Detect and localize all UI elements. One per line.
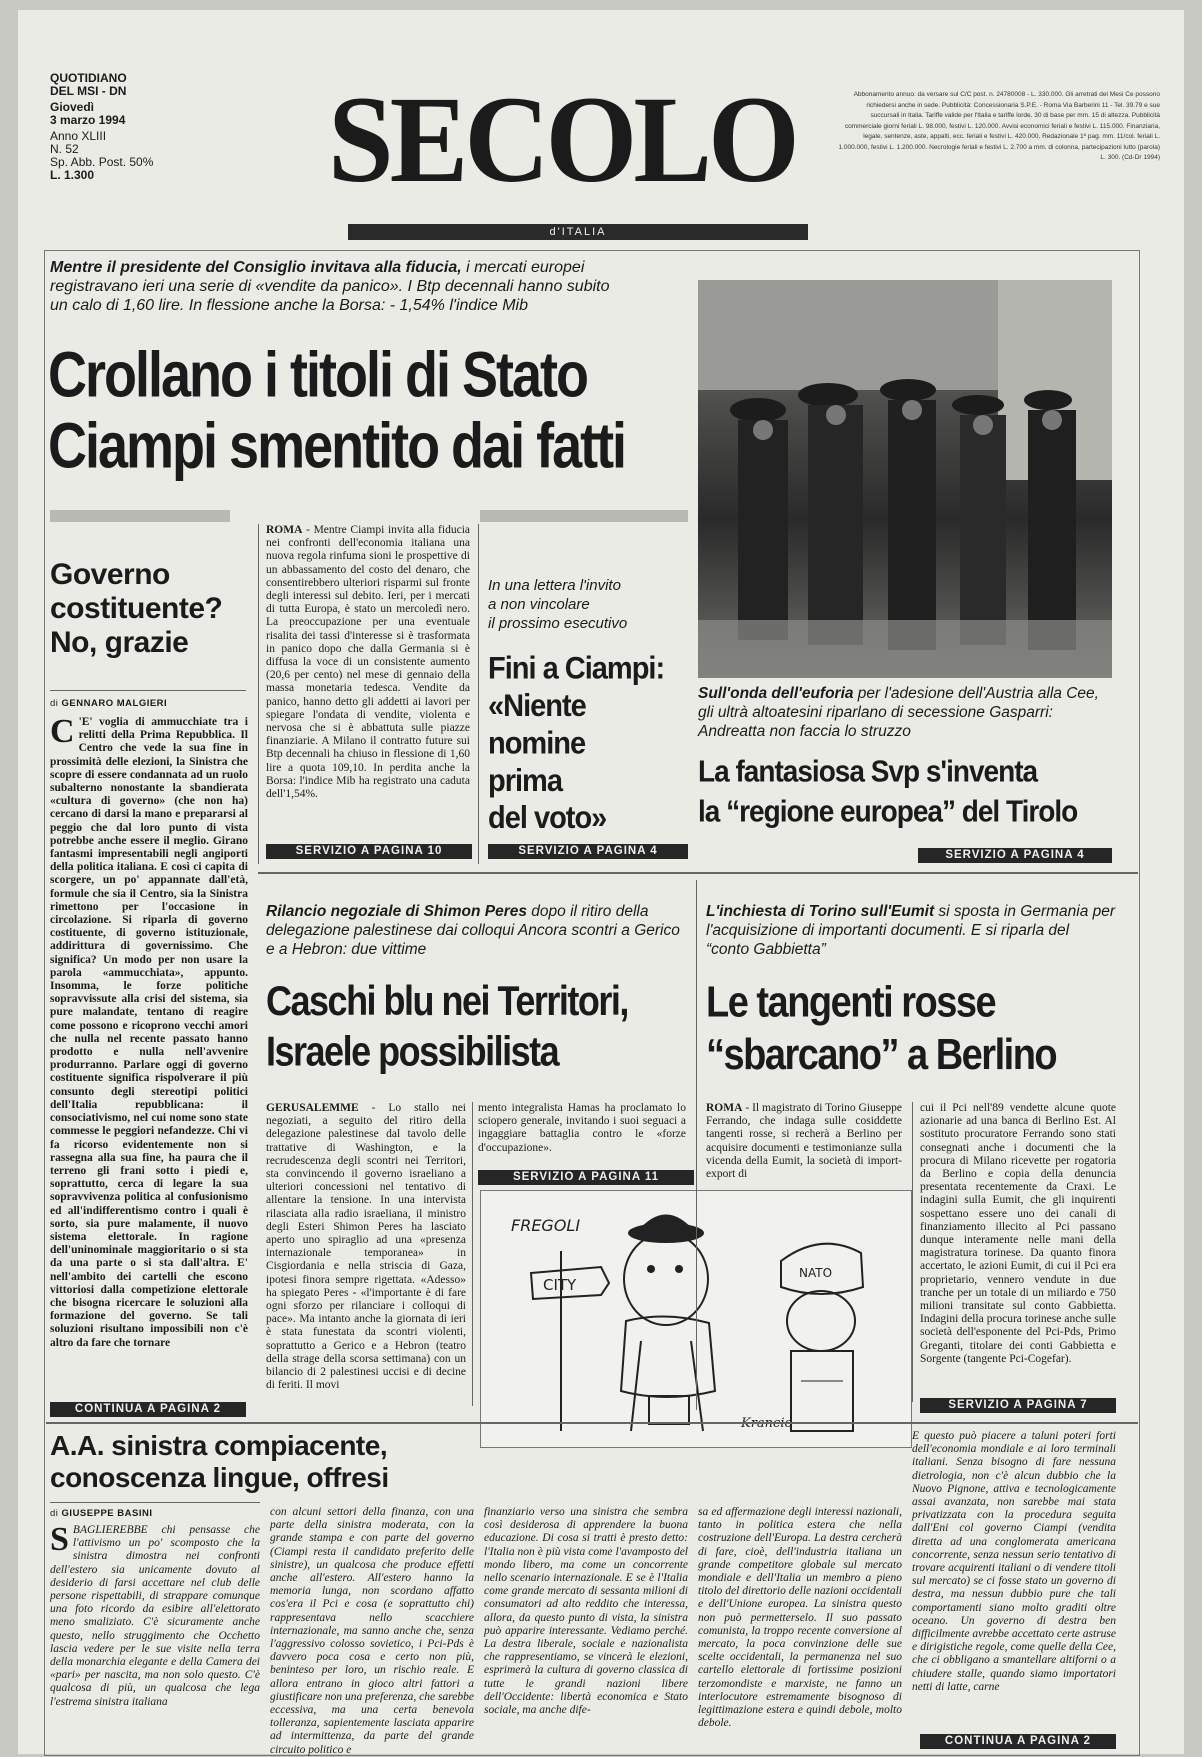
masthead-line: N. 52 xyxy=(50,142,79,156)
peres-headline-line: Caschi blu nei Territori, xyxy=(266,977,628,1025)
fini-kicker-line: a non vincolare xyxy=(488,596,590,613)
eumit-body-col1 xyxy=(706,1102,902,1186)
aa-body-col5: E questo può piacere a taluni poteri forti dell'economia mondiale e ai loro terminali italiani. Senza bisogno di fare nessuna dietrologia, non c'è alcun dubbio che la Nuovo Pignone, attiva e tecnologicamente assai avanzata, non sarebbe mai stata privatizzata con la procedura seguita dall'Eni col governo Ciampi (vendita diretta ad una conglomerata americana concorrente, senza nessun serio tentativo di trovare acquirenti italiani o di vendere titoli sul mercato) se ci fosse stato un governo di destra, ma nessun dubbio pure che tali comportamenti siano molto graditi oltre oceano. Un governo di destra ben difficilmente avrebbe accettato certe astruse e dirigistiche regole, come quelle della Cee, che ci obbligano a smantellare altiforni o a chiudere stalle, quando siamo importatori netti di latte, carne xyxy=(912,1430,1116,1693)
peres-body-col2: mento integralista Hamas ha proclamato lo sciopero generale, invitando i suoi seguaci a ingaggiare battaglia contro le «forze d'occupazione». xyxy=(478,1102,686,1154)
svp-caption xyxy=(698,684,1112,741)
cartoon-label-fregoli: FREGOLI xyxy=(511,1216,581,1235)
lead-headline-line: Crollano i titoli di Stato xyxy=(48,340,587,411)
column-divider xyxy=(478,524,479,864)
logo-subtitle: d'ITALIA xyxy=(348,224,808,240)
eumit-headline xyxy=(706,976,1126,1082)
fini-headline-line: del voto» xyxy=(488,800,607,836)
aa-headline-line: A.A. sinistra compiacente, xyxy=(50,1430,388,1461)
editorial-body xyxy=(50,713,248,1396)
svp-continue-link[interactable]: SERVIZIO A PAGINA 4 xyxy=(918,848,1112,863)
masthead-line: DEL MSI - DN xyxy=(50,84,127,98)
eumit-continue-link[interactable]: SERVIZIO A PAGINA 7 xyxy=(920,1398,1116,1413)
fini-kicker-line: il prossimo esecutivo xyxy=(488,615,628,632)
editorial-headline-line: Governo xyxy=(50,558,170,591)
svp-caption-bold: Sull'onda dell'euforia xyxy=(698,685,854,702)
column-divider xyxy=(258,524,259,864)
peres-continue-link[interactable]: SERVIZIO A PAGINA 11 xyxy=(478,1170,694,1185)
aa-body-col2: con alcuni settori della finanza, con una parte della sinistra moderata, con la grande stampa e con parte del governo (Ciampi resta il candidato preferito delle sinistre), un qualcosa che produce effetti anche all'estero. All'estero hanno la memoria lunga, non scordano affatto cos'era il Pci e cosa (e soprattutto chi) rappresentava nello scacchiere internazionale, ma sanno anche che, senza l'aggressivo colosso sovietico, i Pci-Pds è davvero poca cosa e certo non più, beninteso per loro, un rischio reale. E allora entrano in gioco altri fattori a giustificare non una preferenza, che sarebbe eccessiva, ma una certa benevola tolleranza, sapientemente lasciata apparire ad intermittenza, da parte del grande circuito politico e xyxy=(270,1506,474,1756)
photo-crowd-illustration xyxy=(698,280,1112,678)
fini-kicker xyxy=(488,576,688,633)
section-rule xyxy=(50,510,230,522)
subscription-info: Abbonamento annuo: da versare sul C/C post. n. 24780008 - L. 330.000. Gli arretrati del Mesi Ce possono richiedersi anche in sede. Pubblicità: Concessionaria S.P.E. - Roma Via Barberini 11 - Tel. 39.79 e sue succursali in Italia. Tariffe valide per l'Italia e tariffe lorde. 30 di base per mm. 15 di altezza. Pubblicità commerciale giorni feriali L. 98.000, festivi L. 120.000. Avvisi economici feriali e festivi L. 115.000. Finanziaria, legale, sentenze, aste, appalti, ecc. feriali e festivi L. 420.000. Redazionale 1ª pag. mm. 11/col. feriali L. 1.000.000, festivi L. 1.200.000. Necrologie feriali e festivi L. 2.700 a mm. di colonna, partecipazioni lutto (parola) L. 300. (Cd-Dr 1994) xyxy=(838,91,1160,161)
fini-headline-line: prima xyxy=(488,763,562,799)
eumit-headline-line: “sbarcano” a Berlino xyxy=(706,1031,1057,1080)
peres-kicker-text: dopo il ritiro della delegazione palestinese dai colloqui Ancora scontri a Gerico e a Hebron: due vittime xyxy=(266,903,680,958)
dropcap: C xyxy=(50,713,75,750)
svp-headline-line: la “regione europea” del Tirolo xyxy=(698,793,1078,828)
eumit-dateline: ROMA xyxy=(706,1102,743,1114)
aa-byline xyxy=(50,1508,260,1519)
eumit-body-col2: cui il Pci nell'89 vendette alcune quote azionarie ad una banca di Berlino Est. Al sostituto procuratore Ferrando sono stati consegnati anche i documenti che la procura di Milano ricevette per rogatoria da Berlino e copia della denuncia presentata recentemente da Craxi. Le indagini sulla Eumit, che gli inquirenti sospettano essere uno dei canali di finanziamento illecito al Pci passano dunque interamente nelle mani della magistratura torinese. Da quanto finora accertato, le azioni Eumit, di cui il Pci era proprietario, vennero vendute in due tranche per un totale di un miliardo e 750 milioni transitate sul conto Gabbietta. Indagini della procura torinese anche sulle società dell'esponente del Pci-Pds, Primo Greganti, titolare dei conti Gabbietta e Sorgente (tangente Pci-Cogefar). xyxy=(920,1102,1116,1365)
newspaper-page xyxy=(18,10,1184,1754)
masthead-line: QUOTIDIANO xyxy=(50,71,127,85)
lead-text: - Mentre Ciampi invita alla fiducia nei confronti dell'economia italiana una nuova regola rinfuma sioni le prospettive di un abbassamento del costo del denaro, che consentirebbero ulteriori risparmi sul fronte degli interessi sul debito. Ieri, per i mercati di tutta Europa, è stato un mercoledì nero. La preoccupazione per una eventuale risalita dei tassi d'interesse si è trasformata in panico dopo che dalla Germania si è diffusa la voce di un consistente aumento (20,6 per cento) nel mese di gennaio della massa monetaria tedesca. Vendite da panico, hanno detto gli addetti ai lavori per spiegare l'ondata di vendite, violenta e nervosa che si è abbattuta sulle piazze finanziarie. A Milano il contratto future sui Btp decennali ha chiuso in flessione di 1,60 lire a quota 109,10. In perdita anche la Borsa: l'indice Mib ha registrato una caduta dell'1,54%. xyxy=(266,524,470,801)
editorial-continue-link[interactable]: CONTINUA A PAGINA 2 xyxy=(50,1402,246,1417)
lead-kicker xyxy=(50,258,610,315)
aa-body-col4: sa ed affermazione degli interessi nazionali, tanto in politica estera che nella costruzione dell'Europa. La destra cercherà di fare, cioè, dell'industria italiana un grande competitore globale sul mercato mondiale e dell'Italia un membro a pieno titolo del direttorio delle nazioni occidentali e dell'Unione europea. La sinistra questo non può permetterselo. Il suo passato comunista, la troppo recente conversione al mercato, la poca convinzione delle sue scelte occidentali, la permanenza nel suo cartello elettorale di fortissime posizioni terzomondiste e marxiste, ne fanno un interlocutore estremamente bisognoso di legittimazione estera e quindi debole, molto debole. xyxy=(698,1506,902,1730)
aa-text: BAGLIEREBBE chi pensasse che l'attivismo un po' scomposto che la sinistra dimostra nei confronti dell'estero sia unicamente dovuto al desiderio di farsi accettare nel club delle persone rispettabili, di strappare comunque una foto ricordo da esibire all'elettorato meno smaliziato. C'è sicuramente anche questo, nello struggimento che Occhetto lascia vedere per le sue visite nella terra della monarchia elegante e della Camera dei «pari» per nascita, ma non solo questo. C'è qualcosa di più, un qualcosa che lega l'estrema sinistra italiana xyxy=(50,1524,260,1708)
masthead-line: Anno XLIII xyxy=(50,129,107,143)
peres-kicker xyxy=(266,902,686,959)
byline-name: GIUSEPPE BASINI xyxy=(61,1508,153,1519)
eumit-kicker-text: si sposta in Germania per l'acquisizione di importanti documenti. E si riparla del “conto Gabbietta” xyxy=(706,903,1116,958)
lead-kicker-bold: Mentre il presidente del Consiglio invitava alla fiducia, xyxy=(50,259,462,276)
peres-text: - Lo stallo nei negoziati, a seguito del ritiro della delegazione palestinese dal tavolo delle trattative di Washington, e la recrudescenza degli scontri nei Territori, sta convincendo il governo israeliano a ulteriori concessioni nel tentativo di allentare la tensione. In una intervista rilasciata alla radio israeliana, il ministro degli Esteri Shimon Peres ha lasciato aperto uno spiraglio ad una «presenza internazionale temporanea» in Cisgiordania e nella striscia di Gaza, ipotesi finora sempre rigettata. «Adesso» ha spiegato Peres - «l'importante è di fare ogni sforzo per rilanciare i colloqui di pace». Ma intanto anche la giornata di ieri è stata funestata da scontri violenti, soprattutto a Gerico e a Hebron (teatro della strage della scorsa settimana) con un bilancio di 2 palestinesi uccisi e di decine di feriti. Il movi xyxy=(266,1102,466,1392)
eumit-kicker-bold: L'inchiesta di Torino sull'Eumit xyxy=(706,903,935,920)
newspaper-logo: SECOLO xyxy=(328,70,796,209)
news-photo xyxy=(698,280,1112,678)
editorial-headline-line: costituente? xyxy=(50,592,223,625)
editorial-headline-line: No, grazie xyxy=(50,626,189,659)
editorial-headline xyxy=(50,558,240,660)
dropcap: S xyxy=(50,1521,69,1558)
horizontal-rule xyxy=(46,1422,1138,1424)
lead-headline-line: Ciampi smentito dai fatti xyxy=(48,410,626,482)
fini-continue-link[interactable]: SERVIZIO A PAGINA 4 xyxy=(488,844,688,859)
eumit-headline-line: Le tangenti rosse xyxy=(706,978,996,1027)
masthead-line: Giovedì xyxy=(50,100,95,114)
cartoon-label-city: CITY xyxy=(543,1276,577,1294)
column-divider xyxy=(912,1102,913,1402)
aa-continue-link[interactable]: CONTINUA A PAGINA 2 xyxy=(920,1734,1116,1749)
svp-headline xyxy=(698,752,1118,831)
editorial-text: 'E' voglia di ammucchiate tra i relitti della Prima Repubblica. Il Centro che vede la sua fine in prossimità delle elezioni, la Sinistra che scopre di essere condannata ad un ruolo subalterno nonostante la sbandierata «cultura di governo» (che non ha) cercano di darsi la mano e prepararsi al peggio che dal loro punto di vista potrebbe anche essere il meglio. Girano fantasmi impresentabili negli angiporti della politica italiana. E così ci capita di scorgere, un po' appannate dall'età, formule che sia il Centro, sia la Sinistra rimettono per l'occasione in circolazione. Si riparla di governo costituente, di governo istituzionale, addirittura di governissimo. Che significa? Un modo per non usare la parola «ammucchiata», appunto. Insomma, le forze politiche sopravvissute alla crisi del sistema, sia pure malandate, tentano di reagire come possono e ricoprono vecchi amori che nulla nel recente passato hanno prodotto e nulla nell'avvenire produrranno. Parlare oggi di governo costituente significa rispolverare il più consunto degli stereotipi politici dell'Italia repubblicana: il consociativismo, nel cui nome sono state commesse le peggiori nefandezze. Chi vi fa ricorso evidentemente non si rassegna alla sua fine, ha paura che il terreno gli frani sotto i piedi e, soprattutto, cerca di legare la sua sopravvivenza politica al confusionismo ed all'indifferentismo contro i quali è sorto, sia pure malamente, il nuovo sistema elettorale. In ragione dell'uninominale maggioritario o si sta da una parte o si sta dall'altra. E' nell'ambito dei cartelli che escono vittoriosi dalla competizione elettorale che bisogna ricercare le soluzioni alla formazione del governo. Se tali soluzioni risultano impossibili non c'è altro da fare che tornare xyxy=(50,716,248,1349)
byline-prefix: di xyxy=(50,1508,59,1519)
lead-kicker-text: i mercati europei registravano ieri una serie di «vendite da panico». I Btp decennali hanno subito un calo di 1,60 lire. In flessione anche la Borsa: - 1,54% l'indice Mib xyxy=(50,259,610,314)
lead-dateline: ROMA xyxy=(266,524,303,536)
peres-kicker-bold: Rilancio negoziale di Shimon Peres xyxy=(266,903,527,920)
fini-headline-line: «Niente xyxy=(488,688,586,724)
masthead-line: Sp. Abb. Post. 50% xyxy=(50,155,154,169)
aa-body-col1 xyxy=(50,1521,260,1730)
eumit-text: - Il magistrato di Torino Giuseppe Ferrando, che indaga sulle cosiddette tangenti rosse, si recherà a Berlino per acquisire documenti e testimonianze sulla vicenda della Eumit, la società di import-export di xyxy=(706,1102,902,1181)
svp-headline-line: La fantasiosa Svp s'inventa xyxy=(698,754,1038,789)
aa-headline-line: conoscenza lingue, offresi xyxy=(50,1462,389,1493)
divider xyxy=(50,1502,260,1503)
svp-caption-text: per l'adesione dell'Austria alla Cee, gli ultrà altoatesini riparlano di secessione Gasparri: Andreatta non faccia lo struzzo xyxy=(698,685,1099,740)
lead-continue-link[interactable]: SERVIZIO A PAGINA 10 xyxy=(266,844,472,859)
peres-headline xyxy=(266,976,696,1077)
horizontal-rule xyxy=(258,872,1138,874)
divider xyxy=(50,690,246,691)
byline-prefix: di xyxy=(50,698,59,709)
masthead-line: L. 1.300 xyxy=(50,168,95,182)
lead-headline xyxy=(48,340,648,482)
fini-headline-line: Fini a Ciampi: xyxy=(488,651,665,687)
peres-body-col1 xyxy=(266,1102,466,1406)
aa-body-col3: finanziario verso una sinistra che sembra così desiderosa di apprendere la buona educazione. Di cosa si tratti è presto detto: l'Italia non è più vista come l'avamposto del mondo libero, ma come un concorrente nello scenario internazionale. E se è l'Italia come grande mercato di sessanta milioni di consumatori ad alto reddito che interessa, allora, da questo punto di vista, la sinistra può apparire interessante. Vediamo perché. La destra liberale, sociale e nazionalista che rappresentiamo, se vincerà le elezioni, esprimerà la cultura di governo classica di tutte le grandi nazioni libere dell'Occidente: libertà economica e Stato sociale, ma anche dife- xyxy=(484,1506,688,1717)
fini-kicker-line: In una lettera l'invito xyxy=(488,577,621,594)
editorial-byline xyxy=(50,698,246,709)
peres-dateline: GERUSALEMME xyxy=(266,1102,359,1114)
aa-headline xyxy=(50,1430,490,1494)
masthead-line: 3 marzo 1994 xyxy=(50,113,126,127)
lead-body xyxy=(266,524,470,850)
cartoon-label-nato: NATO xyxy=(799,1266,833,1280)
fini-headline-line: nomine xyxy=(488,725,586,762)
byline-name: GENNARO MALGIERI xyxy=(61,698,168,709)
column-divider xyxy=(472,1102,473,1406)
masthead-info xyxy=(50,72,153,182)
peres-headline-line: Israele possibilista xyxy=(266,1027,559,1075)
column-divider xyxy=(696,880,697,1410)
fini-headline xyxy=(488,650,688,837)
eumit-kicker xyxy=(706,902,1116,959)
section-rule xyxy=(480,510,688,522)
